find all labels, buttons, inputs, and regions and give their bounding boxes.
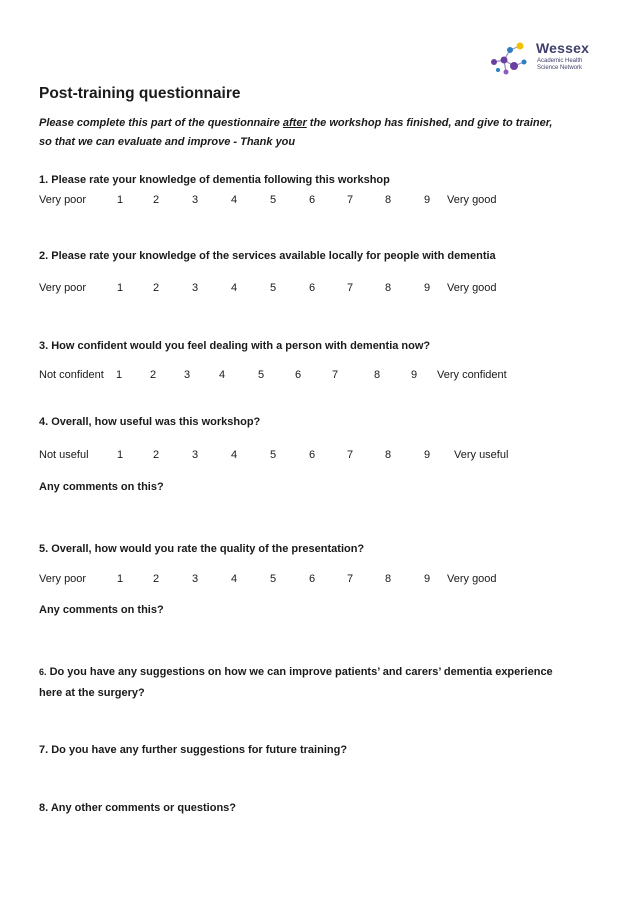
rating-option[interactable]: 7 [347, 194, 354, 206]
scale-low-label: Very poor [39, 194, 87, 206]
rating-option[interactable]: 5 [270, 282, 277, 294]
comments-prompt-5: Any comments on this? [39, 604, 164, 616]
rating-option[interactable]: 8 [385, 449, 392, 461]
question-2: 2. Please rate your knowledge of the services available locally for people with dementia [39, 250, 496, 262]
rating-option[interactable]: 7 [347, 449, 354, 461]
rating-option[interactable]: 4 [219, 369, 226, 381]
question-4: 4. Overall, how useful was this workshop? [39, 416, 261, 428]
question-6-text: Do you have any suggestions on how we can improve patients’ and carers’ dementia experience [46, 666, 553, 678]
scale-low-label: Not confident [39, 369, 104, 381]
intro-text: the workshop has finished, and give to trainer, [306, 117, 553, 129]
rating-option[interactable]: 5 [270, 194, 277, 206]
rating-option[interactable]: 9 [424, 449, 431, 461]
question-6-line-1 [39, 666, 553, 678]
rating-option[interactable]: 9 [424, 282, 431, 294]
rating-option[interactable]: 8 [374, 369, 381, 381]
scale-high-label: Very confident [437, 369, 507, 381]
question-3: 3. How confident would you feel dealing with a person with dementia now? [39, 340, 431, 352]
question-1: 1. Please rate your knowledge of dementia following this workshop [39, 174, 390, 186]
rating-option[interactable]: 5 [270, 449, 277, 461]
logo-subtitle-line1: Academic Health [537, 58, 583, 64]
rating-option[interactable]: 4 [231, 194, 238, 206]
logo-name: Wessex [536, 40, 590, 56]
rating-option[interactable]: 1 [117, 573, 124, 585]
rating-option[interactable]: 8 [385, 573, 392, 585]
scale-low-label: Very poor [39, 573, 87, 585]
rating-option[interactable]: 2 [153, 573, 160, 585]
wessex-logo [484, 38, 619, 78]
comments-prompt-4: Any comments on this? [39, 481, 164, 493]
scale-low-label: Not useful [39, 449, 89, 461]
rating-option[interactable]: 2 [150, 369, 157, 381]
rating-option[interactable]: 8 [385, 194, 392, 206]
question-8: 8. Any other comments or questions? [39, 802, 237, 814]
rating-scale-5[interactable] [0, 573, 638, 589]
scale-high-label: Very good [447, 282, 497, 294]
rating-option[interactable]: 3 [192, 282, 199, 294]
intro-line-2: so that we can evaluate and improve - Thank you [39, 136, 296, 148]
rating-option[interactable]: 3 [184, 369, 191, 381]
rating-scale-3[interactable] [0, 369, 638, 385]
rating-option[interactable]: 5 [258, 369, 265, 381]
rating-option[interactable]: 2 [153, 449, 160, 461]
rating-option[interactable]: 7 [347, 282, 354, 294]
rating-scale-1[interactable] [0, 194, 638, 210]
rating-option[interactable]: 1 [117, 449, 124, 461]
rating-option[interactable]: 3 [192, 194, 199, 206]
rating-option[interactable]: 4 [231, 573, 238, 585]
rating-option[interactable]: 5 [270, 573, 277, 585]
rating-scale-4[interactable] [0, 449, 638, 465]
rating-option[interactable]: 7 [347, 573, 354, 585]
scale-high-label: Very good [447, 194, 497, 206]
intro-emphasis: after [282, 117, 307, 129]
rating-option[interactable]: 7 [332, 369, 339, 381]
rating-option[interactable]: 9 [411, 369, 418, 381]
rating-option[interactable]: 9 [424, 573, 431, 585]
rating-option[interactable]: 6 [309, 282, 316, 294]
rating-option[interactable]: 1 [116, 369, 123, 381]
rating-option[interactable]: 6 [295, 369, 302, 381]
rating-option[interactable]: 9 [424, 194, 431, 206]
rating-option[interactable]: 6 [309, 449, 316, 461]
rating-option[interactable]: 3 [192, 573, 199, 585]
question-7: 7. Do you have any further suggestions for future training? [39, 744, 348, 756]
network-icon [484, 38, 534, 78]
rating-option[interactable]: 1 [117, 282, 124, 294]
rating-option[interactable]: 6 [309, 573, 316, 585]
rating-scale-2[interactable] [0, 282, 638, 298]
rating-option[interactable]: 2 [153, 282, 160, 294]
logo-subtitle-line2: Science Network [537, 65, 583, 71]
scale-low-label: Very poor [39, 282, 87, 294]
rating-option[interactable]: 6 [309, 194, 316, 206]
question-5: 5. Overall, how would you rate the quality of the presentation? [39, 543, 365, 555]
rating-option[interactable]: 3 [192, 449, 199, 461]
intro-text: Please complete this part of the questionnaire [39, 117, 283, 129]
intro-line-1 [39, 117, 614, 129]
scale-high-label: Very useful [454, 449, 509, 461]
scale-high-label: Very good [447, 573, 497, 585]
rating-option[interactable]: 8 [385, 282, 392, 294]
rating-option[interactable]: 2 [153, 194, 160, 206]
rating-option[interactable]: 1 [117, 194, 124, 206]
rating-option[interactable]: 4 [231, 282, 238, 294]
question-6-line-2: here at the surgery? [39, 687, 145, 699]
page-title: Post-training questionnaire [39, 85, 241, 102]
rating-option[interactable]: 4 [231, 449, 238, 461]
question-6-number: 6. [39, 667, 47, 677]
